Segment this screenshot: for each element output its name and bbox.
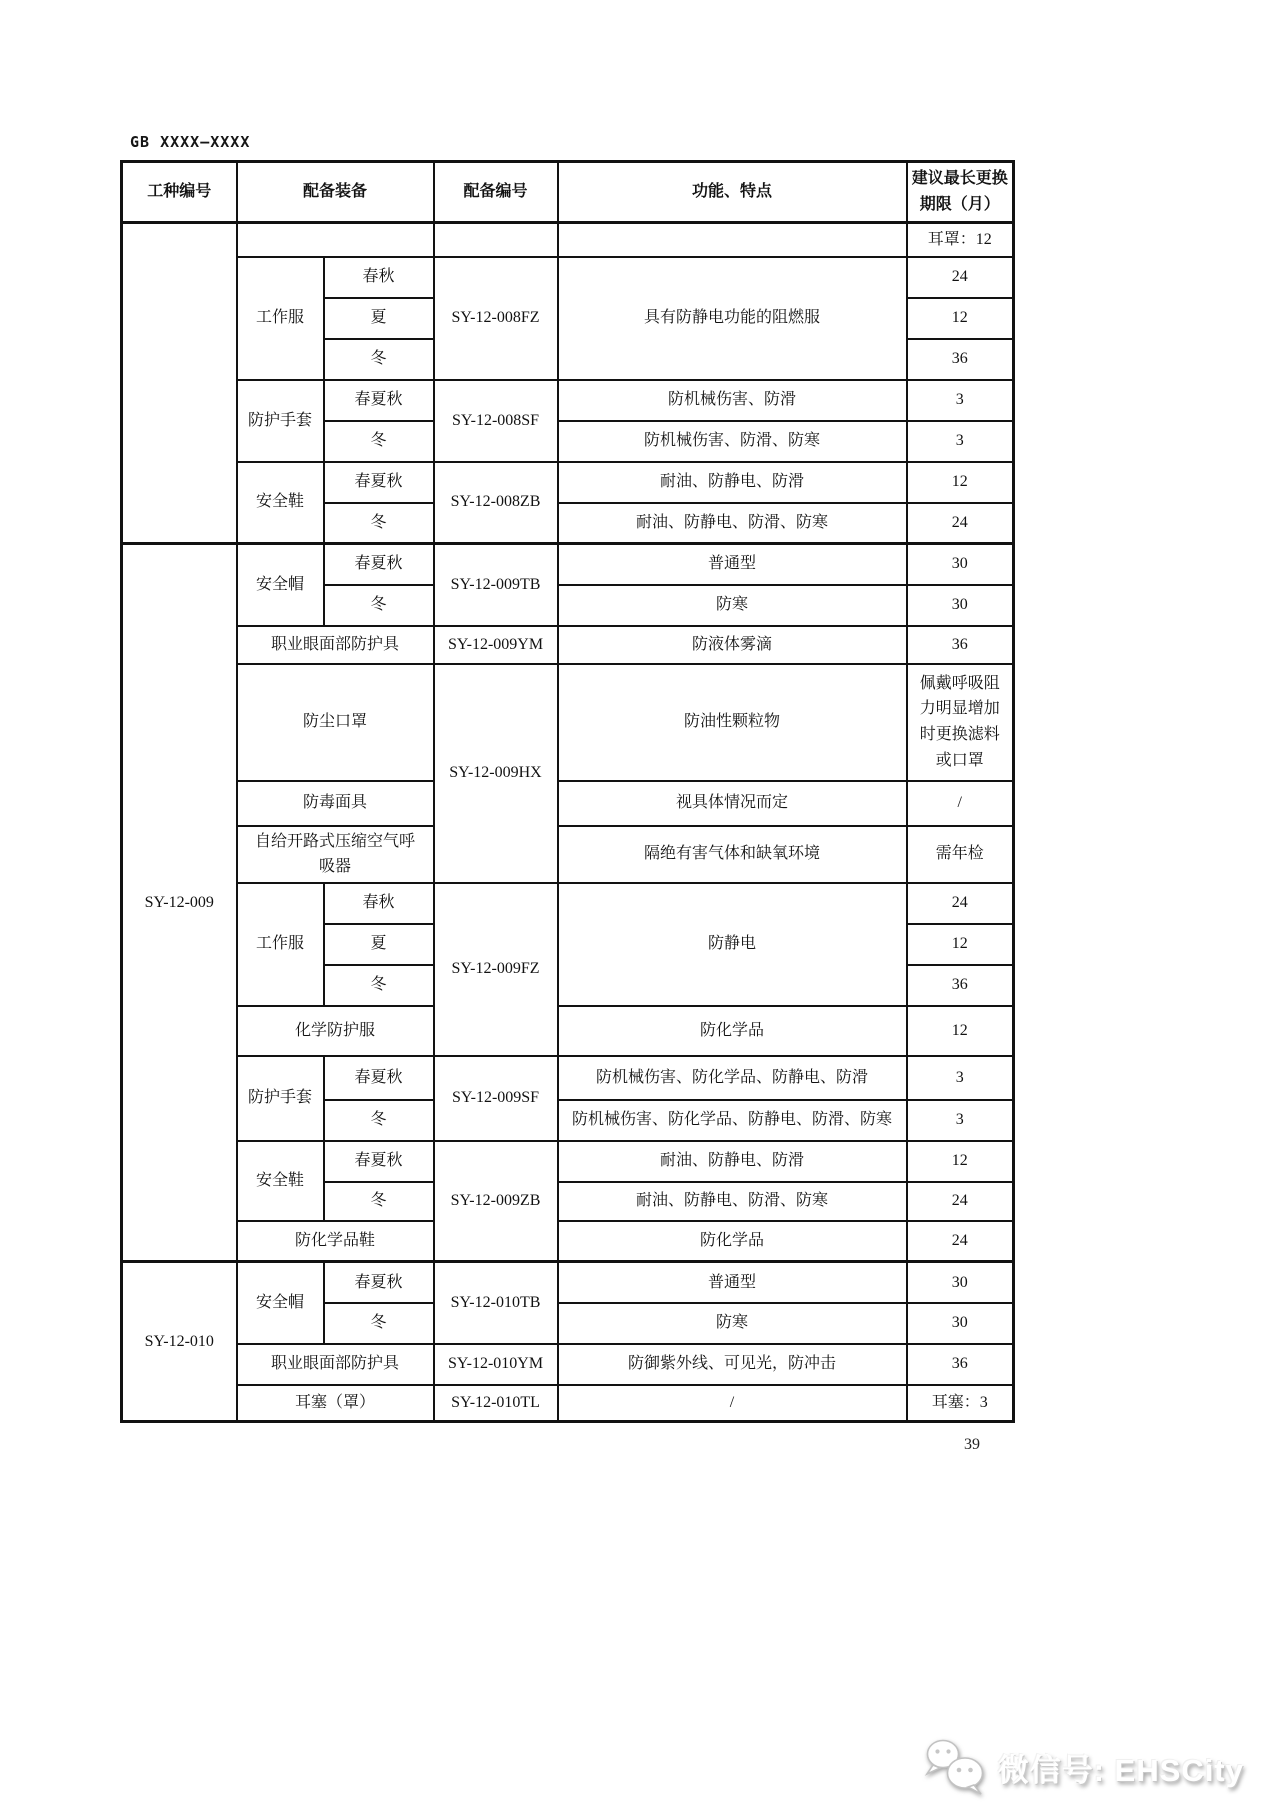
equipment-name-cell: 防护手套	[237, 380, 324, 462]
table-row	[122, 380, 1014, 421]
col-header-function: 功能、特点	[558, 162, 907, 223]
period-note: 佩戴呼吸阻力明显增加时更换滤料或口罩	[919, 674, 1000, 769]
season-cell: 夏	[324, 924, 434, 965]
header-row	[122, 162, 1014, 223]
col-header-equipment: 配备装备	[237, 162, 434, 223]
period-cell: 36	[907, 965, 1014, 1006]
wechat-icon	[922, 1738, 990, 1796]
period-cell: 24	[907, 1182, 1014, 1221]
function-cell: 防液体雾滴	[558, 626, 907, 664]
job-code-cell	[122, 223, 237, 544]
equipment-name-cell: 安全鞋	[237, 1141, 324, 1221]
function-cell: 耐油、防静电、防滑	[558, 1141, 907, 1182]
function-cell: 普通型	[558, 1262, 907, 1303]
period-cell: 12	[907, 298, 1014, 339]
function-cell: 视具体情况而定	[558, 781, 907, 826]
season-cell: 春夏秋	[324, 1056, 434, 1100]
function-cell: 防机械伤害、防化学品、防静电、防滑	[558, 1056, 907, 1100]
function-cell: 防机械伤害、防滑、防寒	[558, 421, 907, 462]
period-cell: 30	[907, 1303, 1014, 1344]
season-cell: 冬	[324, 1182, 434, 1221]
equipment-name-cell: 防尘口罩	[237, 664, 434, 781]
table-row	[122, 462, 1014, 503]
season-cell: 冬	[324, 339, 434, 380]
equipment-name-cell: 安全鞋	[237, 462, 324, 544]
equipment-name-cell: 安全帽	[237, 1262, 324, 1344]
table-row	[122, 1344, 1014, 1385]
season-cell: 夏	[324, 298, 434, 339]
item-code-cell: SY-12-009FZ	[434, 883, 558, 1056]
period-cell: 24	[907, 883, 1014, 924]
season-cell: 春夏秋	[324, 462, 434, 503]
item-code-cell: SY-12-010TL	[434, 1385, 558, 1422]
function-cell: 隔绝有害气体和缺氧环境	[558, 826, 907, 883]
table-row	[122, 883, 1014, 924]
equipment-name-cell: 防护手套	[237, 1056, 324, 1141]
doc-code: GB XXXX—XXXX	[130, 133, 251, 151]
period-cell: 36	[907, 1344, 1014, 1385]
table-row	[122, 1221, 1014, 1262]
equipment-name-cell: 工作服	[237, 257, 324, 380]
function-cell: 耐油、防静电、防滑	[558, 462, 907, 503]
table-row	[122, 544, 1014, 585]
period-cell: 3	[907, 380, 1014, 421]
table-row	[122, 1262, 1014, 1303]
function-cell: 防静电	[558, 883, 907, 1006]
period-cell: 30	[907, 544, 1014, 585]
item-code-cell	[434, 223, 558, 257]
item-code-cell: SY-12-008ZB	[434, 462, 558, 544]
table-row	[122, 257, 1014, 298]
season-cell: 冬	[324, 1100, 434, 1141]
season-cell: 春夏秋	[324, 380, 434, 421]
function-cell: 耐油、防静电、防滑、防寒	[558, 1182, 907, 1221]
function-cell: 防化学品	[558, 1006, 907, 1056]
period-cell: 12	[907, 1141, 1014, 1182]
item-code-cell: SY-12-009HX	[434, 664, 558, 883]
col-header-period	[907, 162, 1014, 223]
period-cell: 耳塞：3	[907, 1385, 1014, 1422]
function-cell: 防机械伤害、防化学品、防静电、防滑、防寒	[558, 1100, 907, 1141]
equipment-name-cell	[237, 826, 434, 883]
item-code-cell: SY-12-008FZ	[434, 257, 558, 380]
table-row	[122, 626, 1014, 664]
function-cell: 具有防静电功能的阻燃服	[558, 257, 907, 380]
period-cell: 24	[907, 1221, 1014, 1262]
period-cell: 3	[907, 421, 1014, 462]
period-cell	[907, 664, 1014, 781]
col-header-item-code: 配备编号	[434, 162, 558, 223]
col-header-job-code: 工种编号	[122, 162, 237, 223]
period-cell: 12	[907, 462, 1014, 503]
period-cell: 30	[907, 585, 1014, 626]
season-cell: 冬	[324, 421, 434, 462]
season-cell: 春秋	[324, 257, 434, 298]
function-cell: 防寒	[558, 585, 907, 626]
equipment-name-cell: 防化学品鞋	[237, 1221, 434, 1262]
job-code-cell: SY-12-010	[122, 1262, 237, 1422]
function-cell: 防机械伤害、防滑	[558, 380, 907, 421]
table-row	[122, 781, 1014, 826]
job-code-cell: SY-12-009	[122, 544, 237, 1262]
equipment-name-cell: 耳塞（罩）	[237, 1385, 434, 1422]
period-cell: 30	[907, 1262, 1014, 1303]
page-number: 39	[964, 1436, 980, 1453]
season-cell: 春秋	[324, 883, 434, 924]
table-row	[122, 1006, 1014, 1056]
equipment-name-label: 自给开路式压缩空气呼吸器	[254, 832, 415, 876]
item-code-cell: SY-12-010YM	[434, 1344, 558, 1385]
table-row	[122, 1141, 1014, 1182]
table-row	[122, 664, 1014, 781]
season-cell: 冬	[324, 585, 434, 626]
period-cell: 12	[907, 924, 1014, 965]
item-code-cell: SY-12-010TB	[434, 1262, 558, 1344]
function-cell: 防化学品	[558, 1221, 907, 1262]
item-code-cell: SY-12-009YM	[434, 626, 558, 664]
function-cell: /	[558, 1385, 907, 1422]
season-cell: 春夏秋	[324, 544, 434, 585]
equipment-name-cell: 工作服	[237, 883, 324, 1006]
table-row	[122, 1056, 1014, 1100]
item-code-cell: SY-12-008SF	[434, 380, 558, 462]
equipment-name-cell: 职业眼面部防护具	[237, 1344, 434, 1385]
season-cell: 冬	[324, 503, 434, 544]
period-cell: 耳罩：12	[907, 223, 1014, 257]
period-cell: 24	[907, 257, 1014, 298]
function-cell: 防寒	[558, 1303, 907, 1344]
season-cell: 春夏秋	[324, 1141, 434, 1182]
period-cell: 12	[907, 1006, 1014, 1056]
col-header-period-label: 建议最长更换期限（月）	[911, 170, 1008, 213]
equipment-name-cell	[237, 223, 434, 257]
equipment-name-cell: 防毒面具	[237, 781, 434, 826]
function-cell: 防御紫外线、可见光，防冲击	[558, 1344, 907, 1385]
period-cell: 需年检	[907, 826, 1014, 883]
season-cell: 冬	[324, 965, 434, 1006]
period-cell: /	[907, 781, 1014, 826]
item-code-cell: SY-12-009TB	[434, 544, 558, 626]
season-cell: 冬	[324, 1303, 434, 1344]
period-cell: 36	[907, 339, 1014, 380]
ppe-table	[120, 160, 1015, 1423]
season-cell: 春夏秋	[324, 1262, 434, 1303]
item-code-cell: SY-12-009ZB	[434, 1141, 558, 1262]
function-cell	[558, 223, 907, 257]
item-code-cell: SY-12-009SF	[434, 1056, 558, 1141]
equipment-name-cell: 职业眼面部防护具	[237, 626, 434, 664]
wechat-brand	[922, 1738, 1244, 1796]
table-row	[122, 223, 1014, 257]
equipment-name-cell: 化学防护服	[237, 1006, 434, 1056]
function-cell: 防油性颗粒物	[558, 664, 907, 781]
table-row	[122, 826, 1014, 883]
function-cell: 耐油、防静电、防滑、防寒	[558, 503, 907, 544]
period-cell: 36	[907, 626, 1014, 664]
function-cell: 普通型	[558, 544, 907, 585]
period-cell: 3	[907, 1100, 1014, 1141]
table-row	[122, 1385, 1014, 1422]
equipment-name-cell: 安全帽	[237, 544, 324, 626]
wechat-label: 微信号: EHSCity	[997, 1752, 1244, 1788]
period-cell: 24	[907, 503, 1014, 544]
period-cell: 3	[907, 1056, 1014, 1100]
